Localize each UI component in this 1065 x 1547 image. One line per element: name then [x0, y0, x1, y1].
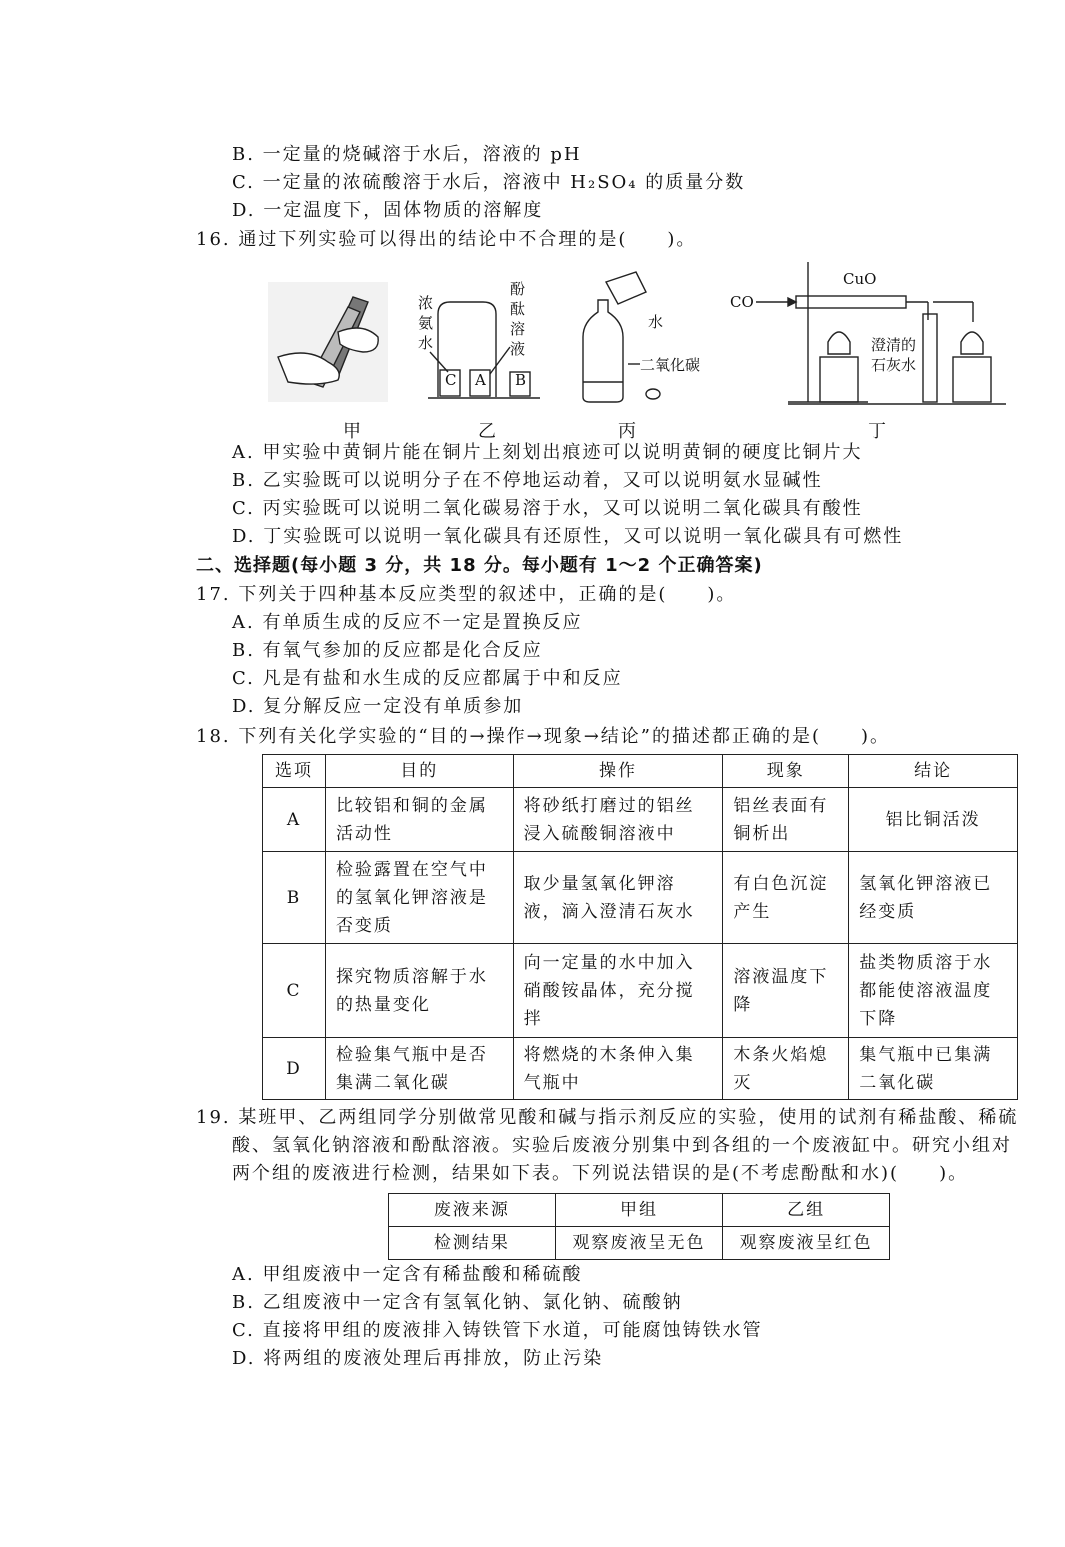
q17-option-b: B. 有氧气参加的反应都是化合反应 — [232, 640, 543, 661]
label-limewater-2: 石灰水 — [871, 356, 917, 374]
cell-phenomenon: 铝丝表面有铜析出 — [723, 788, 849, 852]
cell-result-yi: 观察废液呈红色 — [723, 1227, 890, 1260]
table-row — [389, 1227, 890, 1260]
cell-operation: 向一定量的水中加入硝酸铵晶体，充分搅拌 — [513, 944, 723, 1038]
q17-option-a: A. 有单质生成的反应不一定是置换反应 — [232, 612, 583, 633]
q17-option-c: C. 凡是有盐和水生成的反应都属于中和反应 — [232, 668, 623, 689]
cell-purpose: 检验集气瓶中是否集满二氧化碳 — [325, 1038, 513, 1100]
experiment-illustrations — [268, 252, 1016, 422]
label-phenolphthalein-1: 酚 — [510, 280, 526, 298]
q19-option-b: B. 乙组废液中一定含有氢氧化钠、氯化钠、硫酸钠 — [232, 1292, 683, 1313]
q19-table — [388, 1193, 890, 1260]
cell-result-label: 检测结果 — [389, 1227, 556, 1260]
cell-purpose: 比较铝和铜的金属活动性 — [325, 788, 513, 852]
q16-option-b: B. 乙实验既可以说明分子在不停地运动着，又可以说明氨水显碱性 — [232, 470, 823, 491]
experiment-bing-drawing — [583, 272, 660, 402]
header-phenomenon: 现象 — [723, 755, 849, 788]
table-row — [263, 788, 1018, 852]
q18-table — [262, 754, 1018, 1100]
label-phenolphthalein-4: 液 — [510, 340, 526, 358]
cell-conclusion: 集气瓶中已集满二氧化碳 — [849, 1038, 1018, 1100]
q19-stem-line-3: 两个组的废液进行检测，结果如下表。下列说法错误的是(不考虑酚酞和水)( )。 — [232, 1163, 969, 1184]
q17-stem: 17. 下列关于四种基本反应类型的叙述中，正确的是( )。 — [196, 584, 737, 605]
q18-stem: 18. 下列有关化学实验的“目的→操作→现象→结论”的描述都正确的是( )。 — [196, 726, 891, 747]
q19-option-a: A. 甲组废液中一定含有稀盐酸和稀硫酸 — [232, 1264, 583, 1285]
table-row — [263, 1038, 1018, 1100]
experiment-jia-drawing — [268, 282, 388, 402]
cell-conclusion: 铝比铜活泼 — [849, 788, 1018, 852]
cell-option: C — [263, 944, 326, 1038]
q16-option-d: D. 丁实验既可以说明一氧化碳具有还原性，又可以说明一氧化碳具有可燃性 — [232, 526, 904, 547]
cell-phenomenon: 有白色沉淀产生 — [723, 852, 849, 944]
q19-option-d: D. 将两组的废液处理后再排放，防止污染 — [232, 1348, 604, 1369]
q16-option-c: C. 丙实验既可以说明二氧化碳易溶于水，又可以说明二氧化碳具有酸性 — [232, 498, 863, 519]
header-conclusion: 结论 — [849, 755, 1018, 788]
q19-stem-line-1: 19. 某班甲、乙两组同学分别做常见酸和碱与指示剂反应的实验，使用的试剂有稀盐酸、稀硫 — [196, 1107, 1019, 1128]
label-cuo: CuO — [843, 270, 877, 288]
label-beaker-a: A — [475, 371, 486, 389]
cell-result-jia: 观察废液呈无色 — [555, 1227, 723, 1260]
label-phenolphthalein-3: 溶 — [510, 320, 526, 338]
label-phenolphthalein-2: 酞 — [510, 300, 526, 318]
cell-conclusion: 盐类物质溶于水都能使溶液温度下降 — [849, 944, 1018, 1038]
cell-phenomenon: 溶液温度下降 — [723, 944, 849, 1038]
label-water: 水 — [648, 313, 664, 331]
section-2-heading: 二、选择题(每小题 3 分，共 18 分。每小题有 1～2 个正确答案) — [196, 555, 763, 576]
cell-phenomenon: 木条火焰熄灭 — [723, 1038, 849, 1100]
q16-experiment-figure — [268, 252, 1016, 442]
q15-option-c: C. 一定量的浓硫酸溶于水后，溶液中 H₂SO₄ 的质量分数 — [232, 172, 746, 193]
cell-purpose: 探究物质溶解于水的热量变化 — [325, 944, 513, 1038]
cell-option: B — [263, 852, 326, 944]
caption-jia: 甲 — [343, 421, 361, 442]
table-row — [263, 852, 1018, 944]
q16-option-a: A. 甲实验中黄铜片能在铜片上刻划出痕迹可以说明黄铜的硬度比铜片大 — [232, 442, 863, 463]
cell-group-jia: 甲组 — [555, 1194, 723, 1227]
table-row — [389, 1194, 890, 1227]
header-operation: 操作 — [513, 755, 723, 788]
q19-option-c: C. 直接将甲组的废液排入铸铁管下水道，可能腐蚀铸铁水管 — [232, 1320, 763, 1341]
table-row — [263, 944, 1018, 1038]
caption-bing: 丙 — [618, 421, 636, 442]
label-co2: 二氧化碳 — [640, 356, 701, 374]
q16-stem: 16. 通过下列实验可以得出的结论中不合理的是( )。 — [196, 229, 697, 250]
cell-group-yi: 乙组 — [723, 1194, 890, 1227]
cell-operation: 取少量氢氧化钾溶液，滴入澄清石灰水 — [513, 852, 723, 944]
header-purpose: 目的 — [325, 755, 513, 788]
label-conc-ammonia-3: 水 — [418, 334, 434, 352]
label-conc-ammonia-2: 氨 — [418, 314, 434, 332]
q15-option-d: D. 一定温度下，固体物质的溶解度 — [232, 200, 544, 221]
q17-option-d: D. 复分解反应一定没有单质参加 — [232, 696, 524, 717]
label-limewater-1: 澄清的 — [871, 336, 917, 354]
cell-option: A — [263, 788, 326, 852]
label-beaker-b: B — [515, 371, 527, 389]
q19-stem-line-2: 酸、氢氧化钠溶液和酚酞溶液。实验后废液分别集中到各组的一个废液缸中。研究小组对 — [232, 1135, 1012, 1156]
label-beaker-c: C — [445, 371, 457, 389]
cell-conclusion: 氢氧化钾溶液已经变质 — [849, 852, 1018, 944]
caption-yi: 乙 — [478, 421, 496, 442]
cell-source-label: 废液来源 — [389, 1194, 556, 1227]
experiment-ding-drawing — [756, 262, 1006, 404]
caption-ding: 丁 — [868, 421, 886, 442]
q15-option-b: B. 一定量的烧碱溶于水后，溶液的 pH — [232, 144, 582, 165]
header-option: 选项 — [263, 755, 326, 788]
cell-operation: 将燃烧的木条伸入集气瓶中 — [513, 1038, 723, 1100]
label-co: CO — [730, 293, 754, 311]
table-header-row — [263, 755, 1018, 788]
cell-option: D — [263, 1038, 326, 1100]
label-conc-ammonia-1: 浓 — [418, 294, 434, 312]
cell-operation: 将砂纸打磨过的铝丝浸入硫酸铜溶液中 — [513, 788, 723, 852]
cell-purpose: 检验露置在空气中的氢氧化钾溶液是否变质 — [325, 852, 513, 944]
